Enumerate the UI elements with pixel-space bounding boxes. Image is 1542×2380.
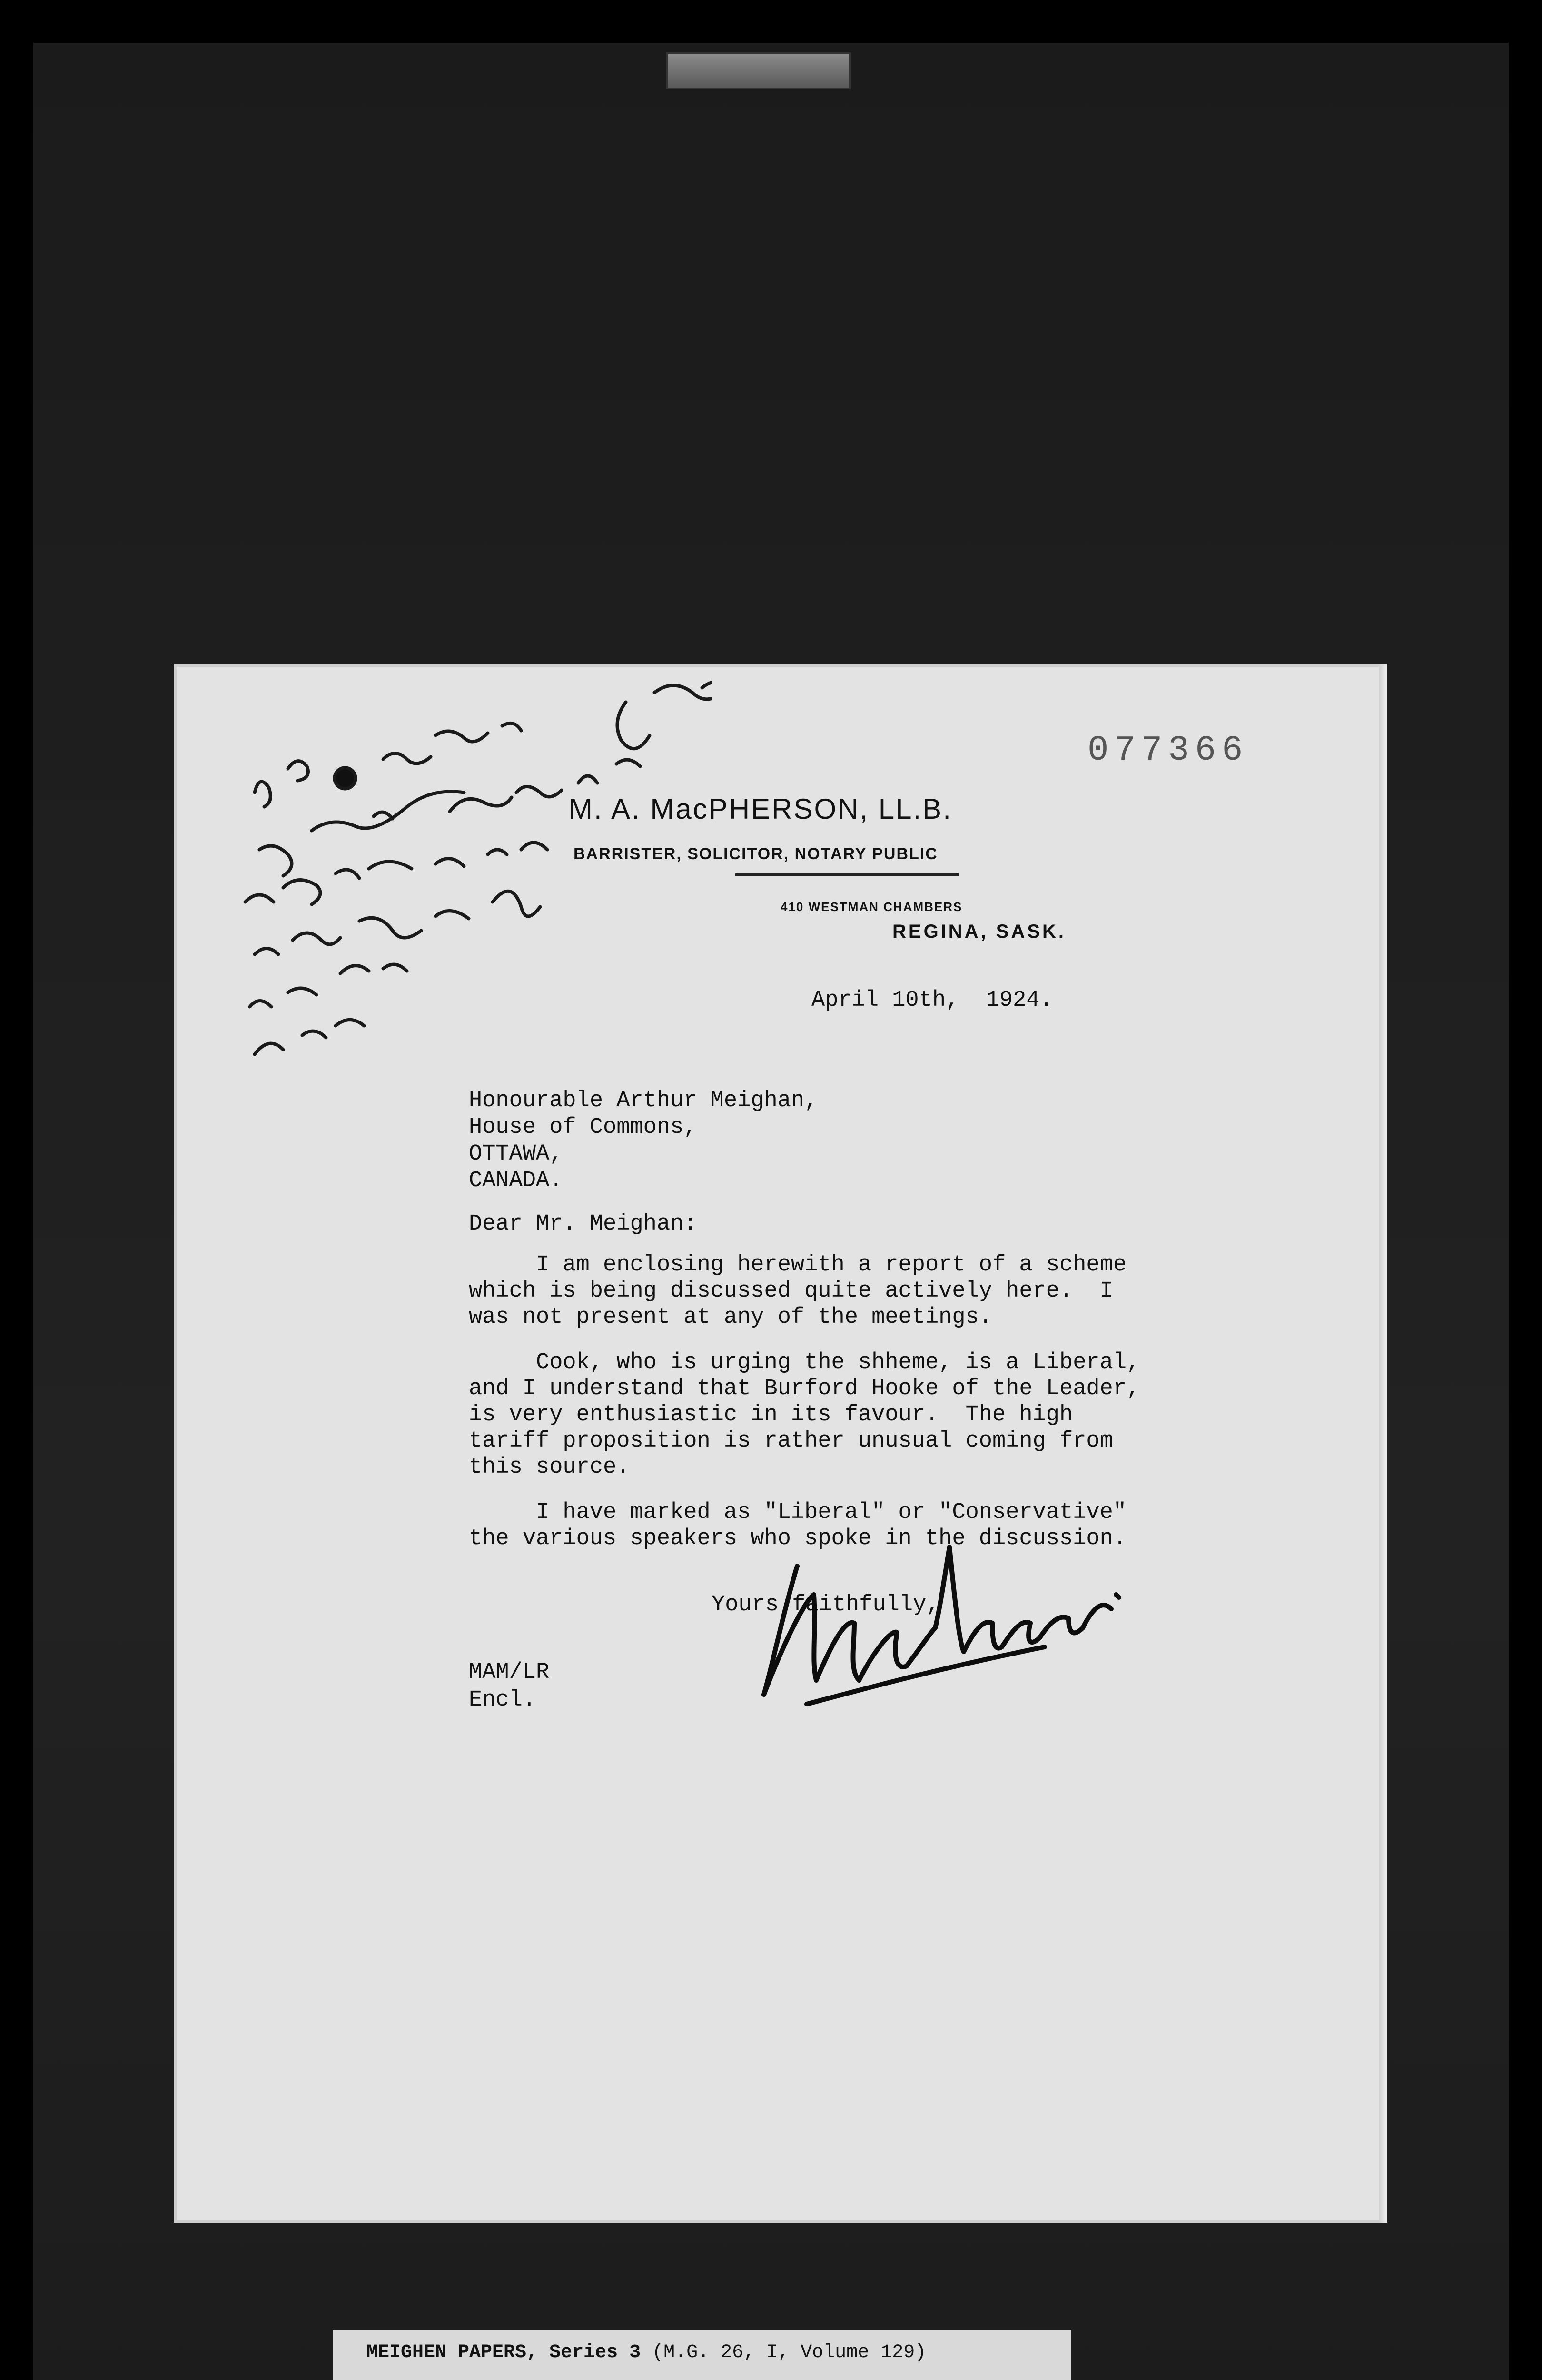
letterhead-rule — [735, 873, 959, 876]
closing: Yours faithfully, — [712, 1592, 940, 1617]
letterhead-address: 410 WESTMAN CHAMBERS — [781, 900, 963, 914]
body-paragraph: I am enclosing herewith a report of a scheme which is being discussed quite actively here. I was not present at any of the meetings. — [469, 1252, 1127, 1330]
recipient-line: OTTAWA, — [469, 1141, 563, 1167]
initials-line: MAM/LR — [469, 1660, 550, 1685]
recipient-line: CANADA. — [469, 1168, 563, 1193]
recipient-address — [469, 1088, 818, 1194]
body-paragraph: Cook, who is urging the shheme, is a Liberal, and I understand that Burford Hooke of the Leader, is very enthusiastic in its favour. The high tariff proposition is rather unusual coming from this source. — [469, 1350, 1140, 1480]
recipient-line: House of Commons, — [469, 1115, 697, 1140]
series-label — [366, 2342, 926, 2363]
recipient-line: Honourable Arthur Meighan, — [469, 1088, 818, 1113]
letterhead-name: M. A. MacPHERSON, LL.B. — [569, 793, 952, 825]
top-clip — [666, 52, 851, 89]
letter-page — [174, 664, 1387, 2223]
typist-initials — [469, 1659, 549, 1714]
letter-date: April 10th, 1924. — [811, 988, 1053, 1013]
series-name: MEIGHEN PAPERS, Series 3 — [366, 2342, 641, 2363]
series-volume: (M.G. 26, I, Volume 129) — [652, 2342, 927, 2363]
letterhead-city: REGINA, SASK. — [892, 921, 1067, 942]
shorthand-annotation — [226, 674, 712, 1102]
letterhead-title: BARRISTER, SOLICITOR, NOTARY PUBLIC — [573, 845, 938, 863]
salutation: Dear Mr. Meighan: — [469, 1211, 697, 1237]
signature — [735, 1537, 1164, 1728]
page-edge — [1379, 664, 1387, 2223]
initials-line: Encl. — [469, 1687, 536, 1713]
document-number: 077366 — [1087, 731, 1249, 771]
body-paragraph: I have marked as "Liberal" or "Conservative" the various speakers who spoke in the discussion. — [469, 1500, 1127, 1551]
